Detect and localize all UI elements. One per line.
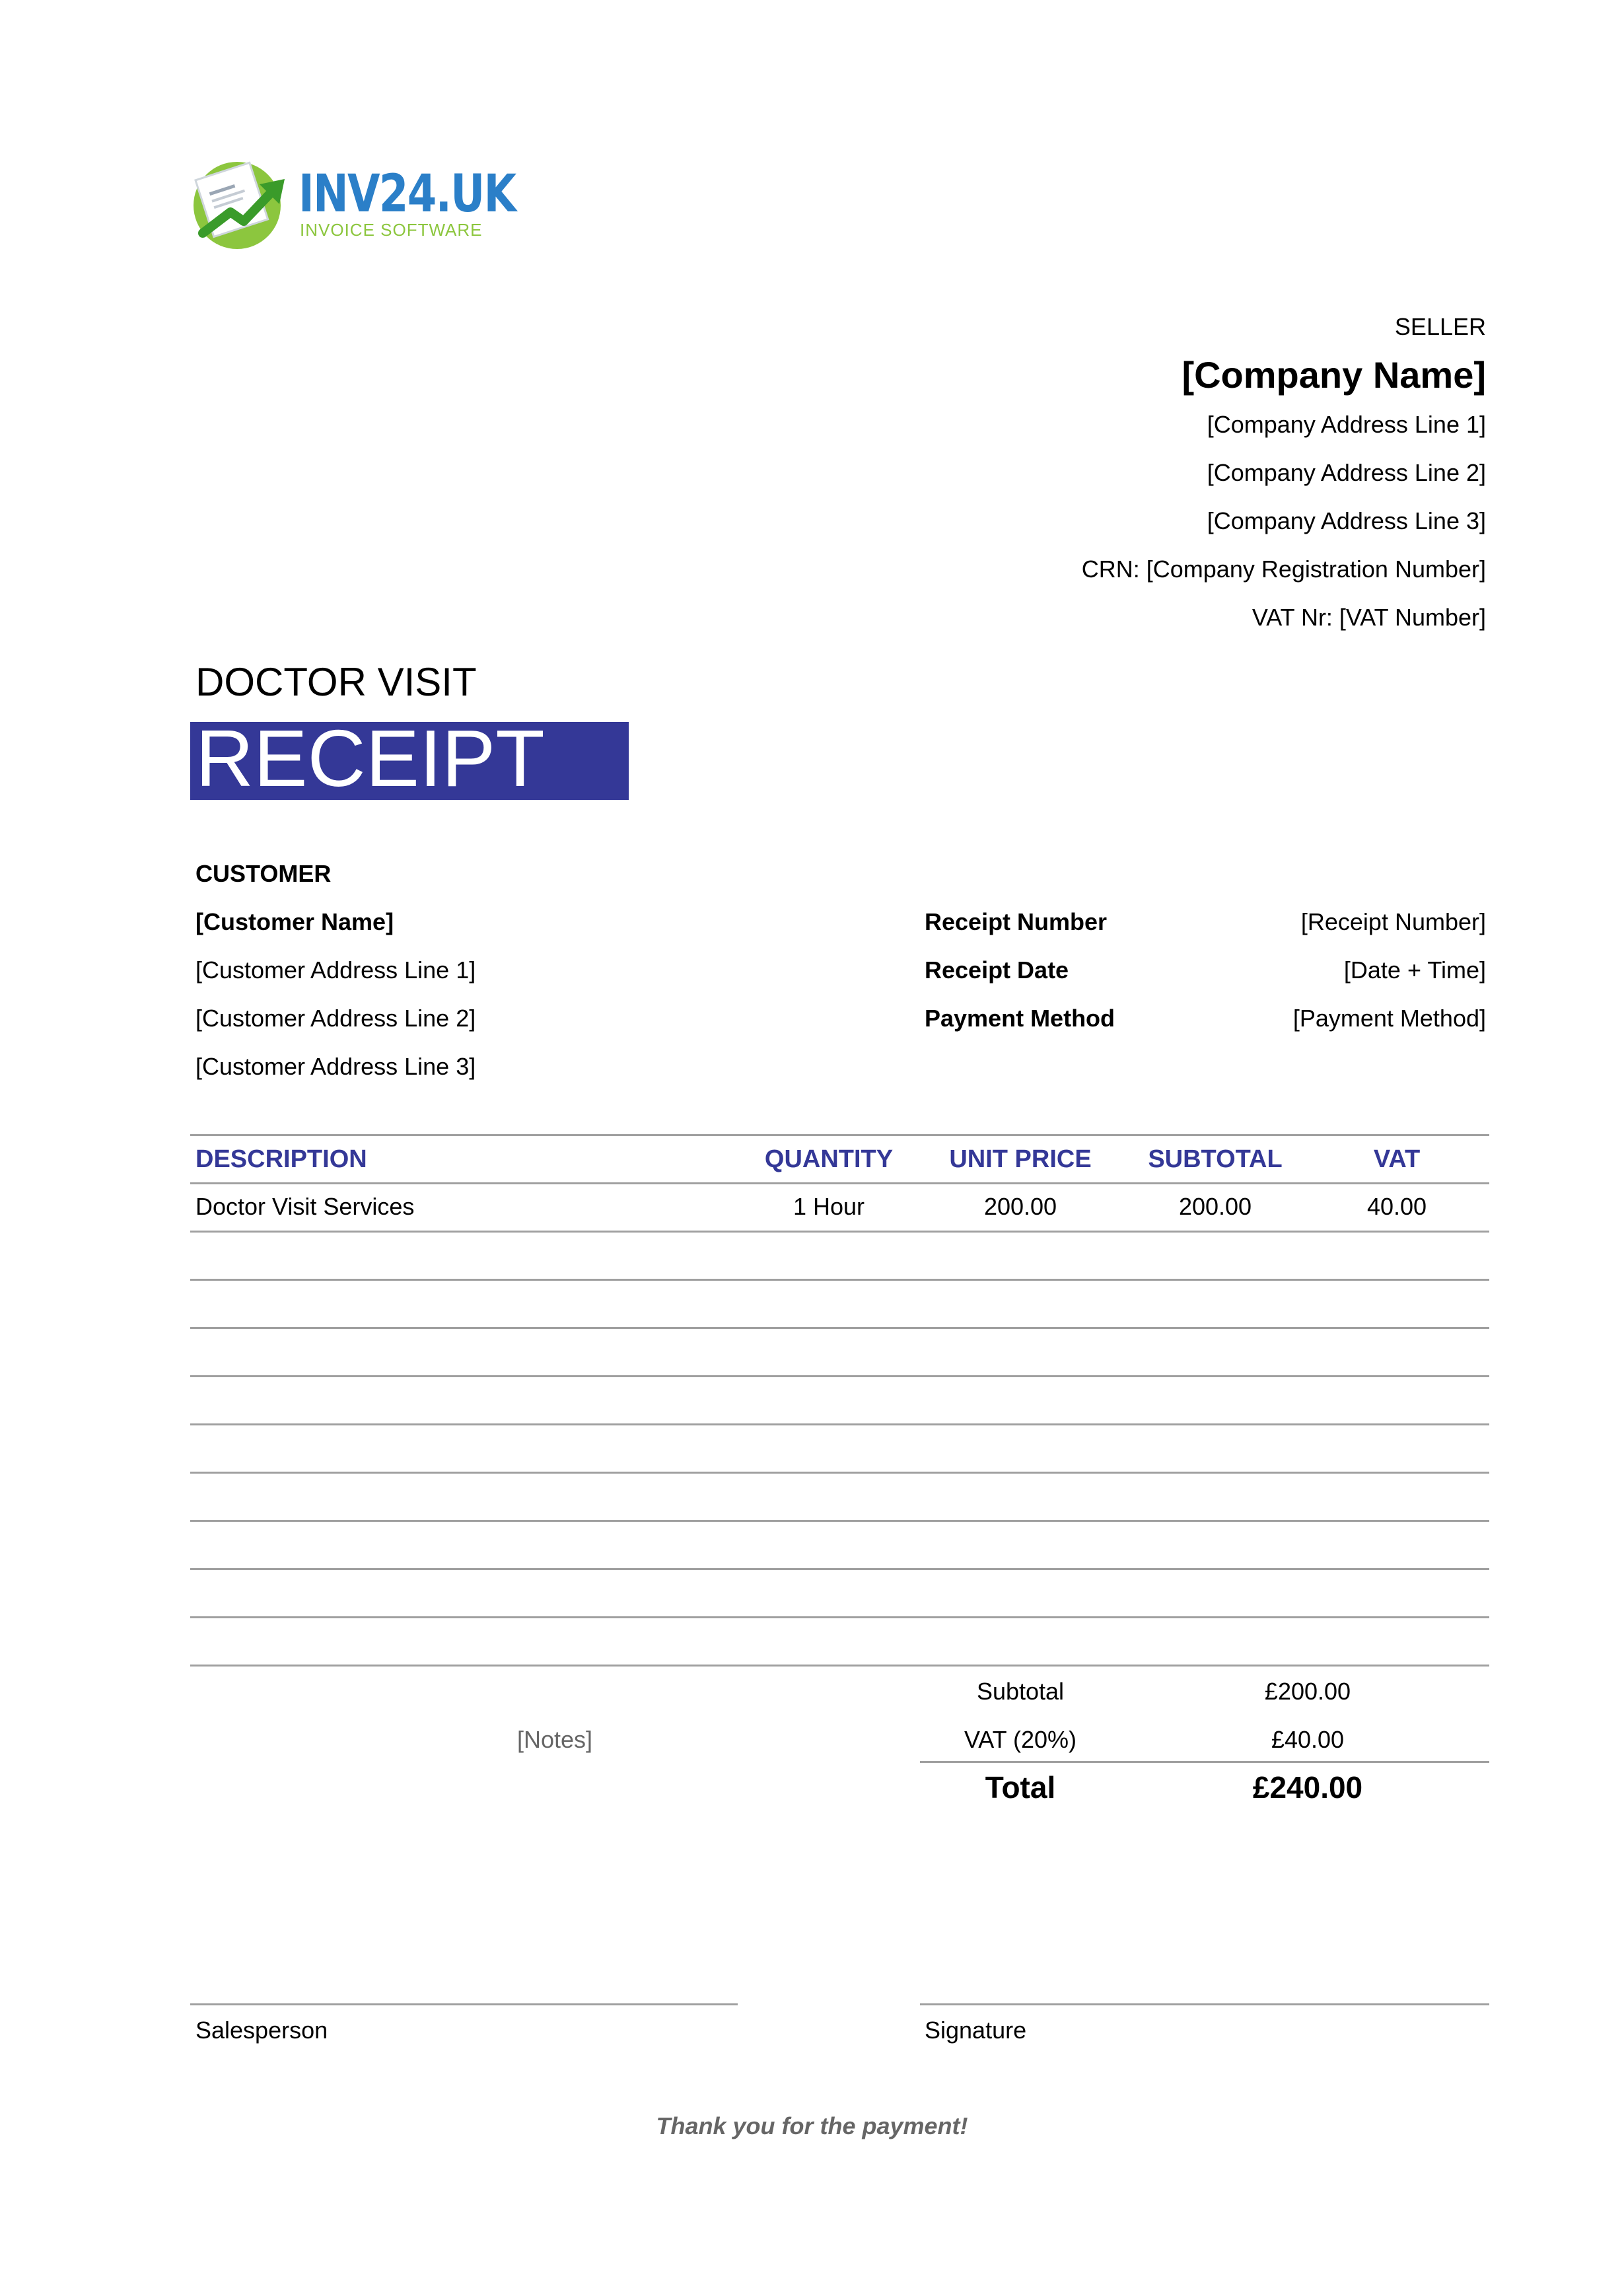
total-value: £240.00 <box>1252 1770 1363 1805</box>
document-title: DOCTOR VISIT <box>195 660 477 704</box>
item-vat: 40.00 <box>1366 1193 1427 1220</box>
customer-address-1: [Customer Address Line 1] <box>195 956 476 984</box>
receipt-number-label: Receipt Number <box>925 908 1108 935</box>
table-row-rule <box>190 1327 1489 1329</box>
table-row-rule <box>190 1423 1489 1425</box>
customer-label: CUSTOMER <box>195 860 332 887</box>
column-header-quantity: QUANTITY <box>764 1145 894 1173</box>
table-row-rule <box>190 1279 1489 1281</box>
salesperson-label: Salesperson <box>195 2017 328 2044</box>
seller-crn: CRN: [Company Registration Number] <box>1081 556 1486 583</box>
receipt-heading: RECEIPT <box>195 713 545 803</box>
column-header-vat: VAT <box>1373 1145 1421 1173</box>
seller-address-3: [Company Address Line 3] <box>1207 507 1486 534</box>
subtotal-label: Subtotal <box>976 1678 1065 1705</box>
receipt-number-value: [Receipt Number] <box>1300 908 1486 935</box>
receipt-date-value: [Date + Time] <box>1343 956 1486 984</box>
logo-brand-text: INV24.UK <box>299 164 516 224</box>
column-header-subtotal: SUBTOTAL <box>1148 1145 1283 1173</box>
item-unit-price: 200.00 <box>983 1193 1057 1220</box>
seller-address-2: [Company Address Line 2] <box>1207 459 1486 486</box>
notes: [Notes] <box>516 1726 593 1753</box>
seller-company-name: [Company Name] <box>1182 354 1486 396</box>
vat-total-label: VAT (20%) <box>964 1726 1077 1753</box>
signature-line <box>920 2003 1489 2005</box>
column-header-unit-price: UNIT PRICE <box>949 1145 1092 1173</box>
subtotal-value: £200.00 <box>1264 1678 1351 1705</box>
item-description: Doctor Visit Services <box>195 1193 415 1220</box>
thank-you-message: Thank you for the payment! <box>656 2112 968 2139</box>
table-header-rule <box>190 1182 1489 1184</box>
signature-label: Signature <box>925 2017 1027 2044</box>
payment-method-label: Payment Method <box>925 1005 1115 1032</box>
table-row-rule <box>190 1231 1489 1233</box>
table-row-rule <box>190 1520 1489 1522</box>
salesperson-line <box>190 2003 738 2005</box>
table-top-rule <box>190 1134 1489 1136</box>
table-row-rule <box>190 1568 1489 1570</box>
table-bottom-rule <box>190 1665 1489 1667</box>
column-header-description: DESCRIPTION <box>195 1145 367 1173</box>
payment-method-value: [Payment Method] <box>1292 1005 1486 1032</box>
customer-name: [Customer Name] <box>195 908 394 935</box>
customer-address-3: [Customer Address Line 3] <box>195 1053 476 1080</box>
seller-vat: VAT Nr: [VAT Number] <box>1252 604 1486 631</box>
logo-tagline: INVOICE SOFTWARE <box>300 220 483 240</box>
customer-address-2: [Customer Address Line 2] <box>195 1005 476 1032</box>
totals-rule <box>920 1761 1489 1763</box>
vat-total-value: £40.00 <box>1271 1726 1345 1753</box>
item-subtotal: 200.00 <box>1178 1193 1252 1220</box>
table-row-rule <box>190 1472 1489 1474</box>
seller-address-1: [Company Address Line 1] <box>1207 411 1486 438</box>
table-row-rule <box>190 1375 1489 1377</box>
table-row-rule <box>190 1616 1489 1618</box>
seller-label: SELLER <box>1394 313 1486 340</box>
total-label: Total <box>985 1770 1056 1805</box>
receipt-date-label: Receipt Date <box>925 956 1069 984</box>
item-quantity: 1 Hour <box>793 1193 865 1220</box>
